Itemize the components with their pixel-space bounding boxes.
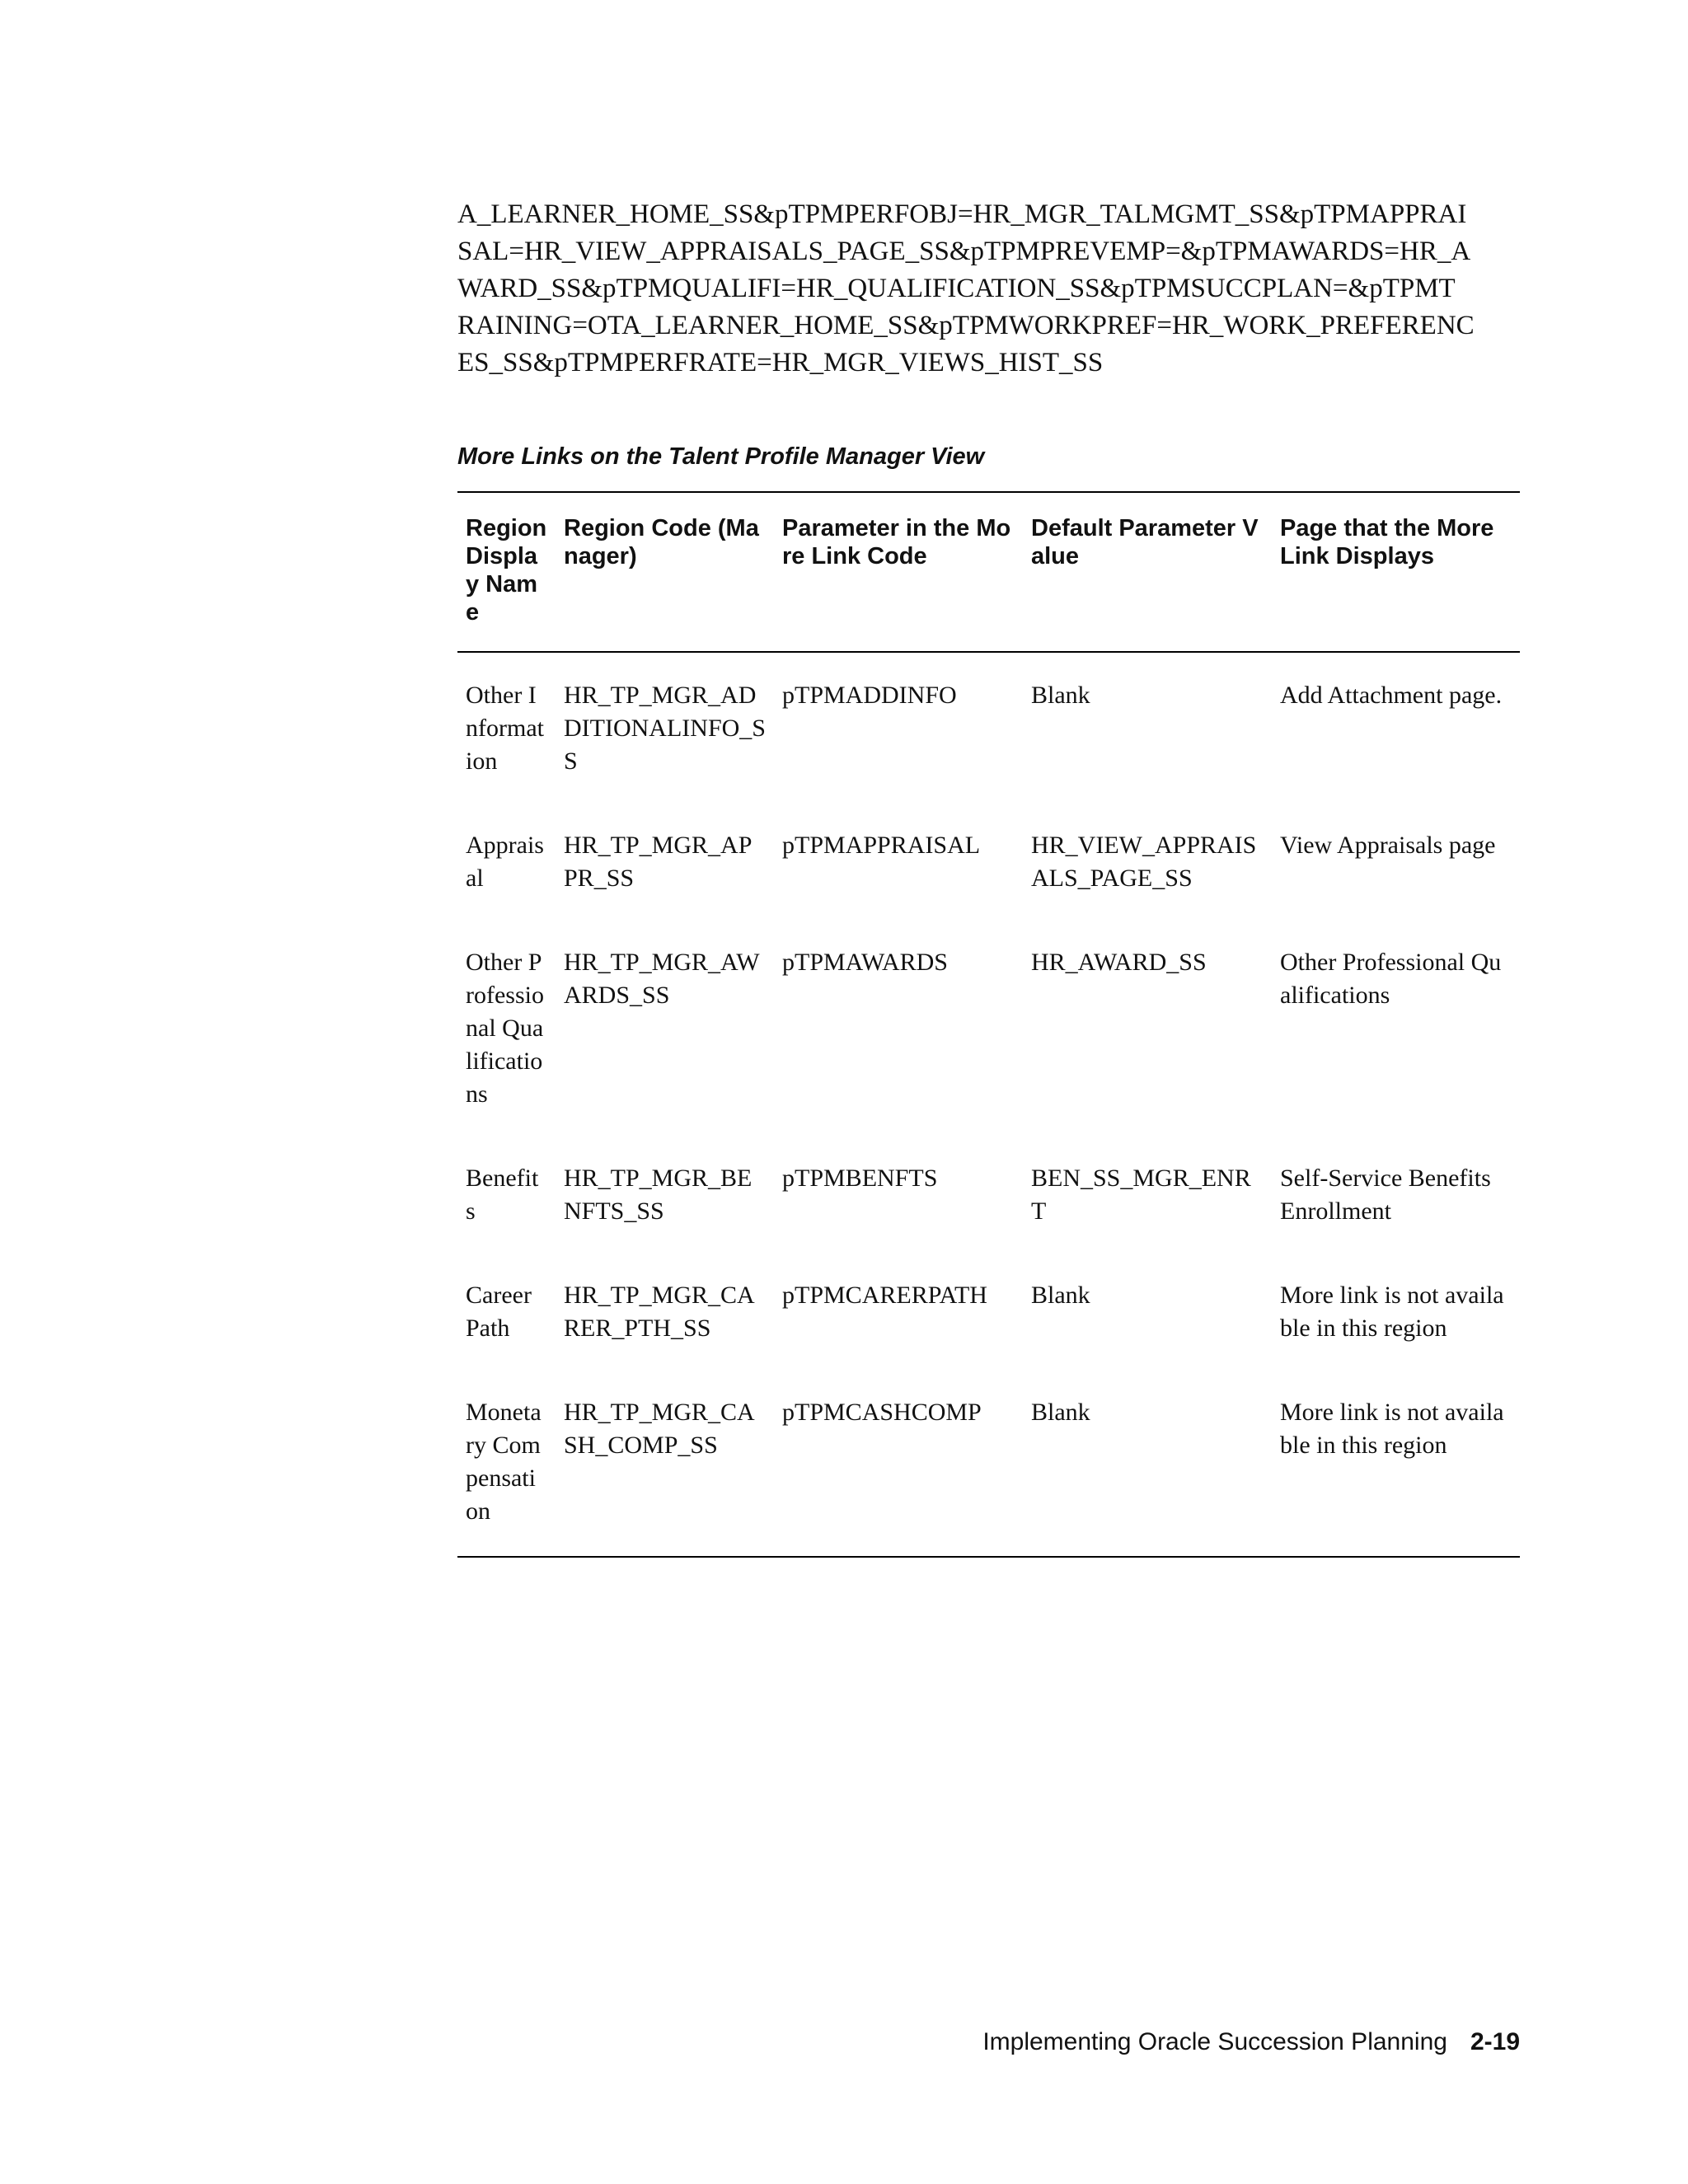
cell-region-code: HR_TP_MGR_CASH_COMP_SS: [564, 1399, 755, 1459]
page-footer: [982, 2026, 1520, 2059]
footer-document-title: Implementing Oracle Succession Planning: [982, 2028, 1447, 2055]
cell-page-displayed: Add Attachment page.: [1280, 682, 1503, 709]
table-row: [457, 806, 1520, 923]
url-continuation-text: [457, 196, 1475, 382]
table-body: [457, 652, 1520, 1557]
cell-region-display-name: Appraisal: [466, 832, 544, 892]
column-header-region-display-name: Region Display Name: [457, 492, 556, 652]
url-line: WARD_SS&pTPMQUALIFI=HR_QUALIFICATION_SS&pTPMSUCCPLAN=&pTPMT: [457, 274, 1456, 303]
cell-region-display-name: Benefits: [466, 1165, 539, 1225]
column-header-region-code: Region Code (Manager): [556, 492, 774, 652]
table-row: [457, 1373, 1520, 1557]
cell-region-display-name: Career Path: [466, 1282, 532, 1342]
cell-parameter: pTPMAWARDS: [782, 949, 948, 976]
cell-region-display-name: Other Professional Qualifications: [466, 949, 544, 1108]
cell-parameter: pTPMADDINFO: [782, 682, 957, 709]
url-line: A_LEARNER_HOME_SS&pTPMPERFOBJ=HR_MGR_TALMGMT_SS&pTPMAPPRAI: [457, 199, 1467, 229]
url-line: RAINING=OTA_LEARNER_HOME_SS&pTPMWORKPREF=HR_WORK_PREFERENC: [457, 311, 1475, 340]
table-row: [457, 652, 1520, 806]
cell-default-value: BEN_SS_MGR_ENRT: [1031, 1165, 1251, 1225]
column-header-default-value: Default Parameter Value: [1023, 492, 1272, 652]
cell-region-code: HR_TP_MGR_APPR_SS: [564, 832, 753, 892]
cell-parameter: pTPMBENFTS: [782, 1165, 938, 1192]
table-row: [457, 1139, 1520, 1256]
url-line: SAL=HR_VIEW_APPRAISALS_PAGE_SS&pTPMPREVEMP=&pTPMAWARDS=HR_A: [457, 237, 1471, 266]
footer-page-number: 2-19: [1470, 2028, 1520, 2055]
cell-region-code: HR_TP_MGR_ADDITIONALINFO_SS: [564, 682, 766, 775]
cell-default-value: HR_VIEW_APPRAISALS_PAGE_SS: [1031, 832, 1257, 892]
cell-default-value: Blank: [1031, 1282, 1090, 1309]
cell-region-code: HR_TP_MGR_BENFTS_SS: [564, 1165, 753, 1225]
cell-default-value: HR_AWARD_SS: [1031, 949, 1207, 976]
cell-page-displayed: More link is not available in this region: [1280, 1282, 1504, 1342]
column-header-parameter: Parameter in the More Link Code: [774, 492, 1023, 652]
url-line: ES_SS&pTPMPERFRATE=HR_MGR_VIEWS_HIST_SS: [457, 348, 1104, 377]
column-header-page-displayed: Page that the More Link Displays: [1272, 492, 1520, 652]
cell-default-value: Blank: [1031, 1399, 1090, 1426]
table-header: [457, 492, 1520, 652]
cell-parameter: pTPMCARERPATH: [782, 1282, 987, 1309]
table-header-row: [457, 492, 1520, 652]
cell-page-displayed: View Appraisals page: [1280, 832, 1496, 859]
table-row: [457, 923, 1520, 1139]
cell-default-value: Blank: [1031, 682, 1090, 709]
cell-parameter: pTPMCASHCOMP: [782, 1399, 982, 1426]
cell-region-display-name: Monetary Compensation: [466, 1399, 542, 1525]
more-links-table: [457, 491, 1520, 1558]
cell-page-displayed: Self-Service Benefits Enrollment: [1280, 1165, 1491, 1225]
cell-region-display-name: Other Information: [466, 682, 544, 775]
table-caption: More Links on the Talent Profile Manager View: [457, 443, 985, 470]
table-row: [457, 1256, 1520, 1373]
cell-region-code: HR_TP_MGR_AWARDS_SS: [564, 949, 760, 1009]
cell-page-displayed: More link is not available in this region: [1280, 1399, 1504, 1459]
cell-region-code: HR_TP_MGR_CARER_PTH_SS: [564, 1282, 755, 1342]
cell-parameter: pTPMAPPRAISAL: [782, 832, 981, 859]
cell-page-displayed: Other Professional Qualifications: [1280, 949, 1502, 1009]
